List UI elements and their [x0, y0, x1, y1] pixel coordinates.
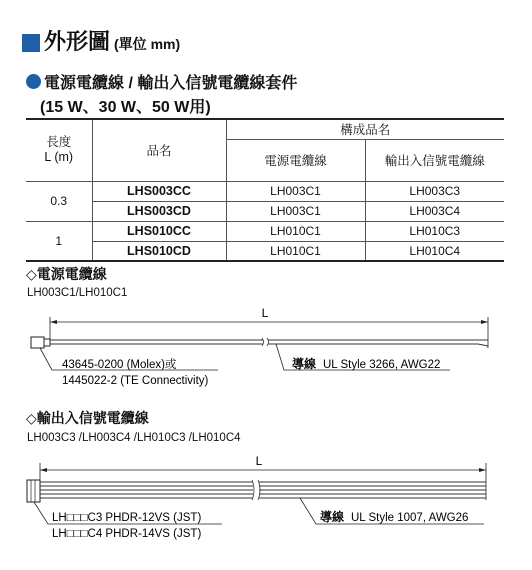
wire-end: [478, 344, 488, 346]
break-mark-icon: [262, 338, 269, 346]
cell-power: LH003C1: [226, 201, 365, 221]
signal-cable-heading: ◇輸出入信號電纜線: [26, 410, 149, 426]
header-length: 長度 L (m): [26, 119, 92, 181]
wire-spec: UL Style 3266, AWG22: [323, 359, 441, 371]
table-row: [26, 201, 504, 221]
title-row: [22, 30, 180, 54]
signal-connector-note1: LH□□□C3 PHDR-12VS (JST): [52, 512, 202, 524]
cell-signal: LH003C4: [365, 201, 504, 221]
power-connector-note1: 43645-0200 (Molex)或: [62, 359, 177, 371]
header-power: 電源電纜線: [226, 139, 365, 181]
kit-table: [26, 118, 504, 262]
cell-product: LHS003CC: [92, 181, 226, 201]
page-title: 外形圖: [44, 29, 111, 54]
header-signal: 輸出入信號電纜線: [365, 139, 504, 181]
table-row: [26, 181, 504, 201]
wire-label: 導線: [320, 510, 345, 524]
length-label: L: [255, 454, 263, 468]
table-row: [26, 221, 504, 241]
cell-signal: LH003C3: [365, 181, 504, 201]
connector-body: [31, 337, 44, 348]
section-heading-text: 電源電纜線 / 輸出入信號電纜線套件: [44, 75, 298, 92]
connector-neck: [44, 339, 50, 346]
table-row: [26, 241, 504, 261]
arrow-right-icon: [479, 468, 486, 472]
cell-product: LHS003CD: [92, 201, 226, 221]
cell-product: LHS010CC: [92, 221, 226, 241]
unit-label: (單位 mm): [114, 36, 181, 52]
arrow-right-icon: [481, 320, 488, 324]
cell-power: LH010C1: [226, 221, 365, 241]
section-subheading: (15 W、30 W、50 W用): [40, 99, 211, 116]
header-group: 構成品名: [226, 119, 504, 139]
arrow-left-icon: [50, 320, 57, 324]
power-cable-heading: ◇電源電纜線: [26, 266, 107, 282]
cell-signal: LH010C4: [365, 241, 504, 261]
title-square-icon: [22, 34, 40, 52]
cell-length: 0.3: [26, 181, 92, 221]
wire-spec: UL Style 1007, AWG26: [351, 512, 469, 524]
signal-cable-drawing: [0, 448, 532, 548]
wire-label: 導線: [292, 357, 317, 371]
cell-power: LH003C1: [226, 181, 365, 201]
cell-signal: LH010C3: [365, 221, 504, 241]
signal-cable-models: LH003C3 /LH003C4 /LH010C3 /LH010C4: [27, 432, 241, 444]
cell-product: LHS010CD: [92, 241, 226, 261]
power-cable-models: LH003C1/LH010C1: [27, 287, 128, 299]
header-product: 品名: [92, 119, 226, 181]
bullet-circle-icon: [26, 74, 41, 89]
power-cable-drawing: [0, 300, 532, 400]
cell-length: 1: [26, 221, 92, 261]
cell-power: LH010C1: [226, 241, 365, 261]
connector-body: [27, 480, 40, 502]
length-label: L: [261, 306, 269, 320]
signal-connector-note2: LH□□□C4 PHDR-14VS (JST): [52, 528, 202, 540]
power-connector-note2: 1445022-2 (TE Connectivity): [62, 375, 209, 387]
break-mark-icon: [252, 480, 260, 500]
arrow-left-icon: [40, 468, 47, 472]
section-heading: [26, 70, 297, 93]
